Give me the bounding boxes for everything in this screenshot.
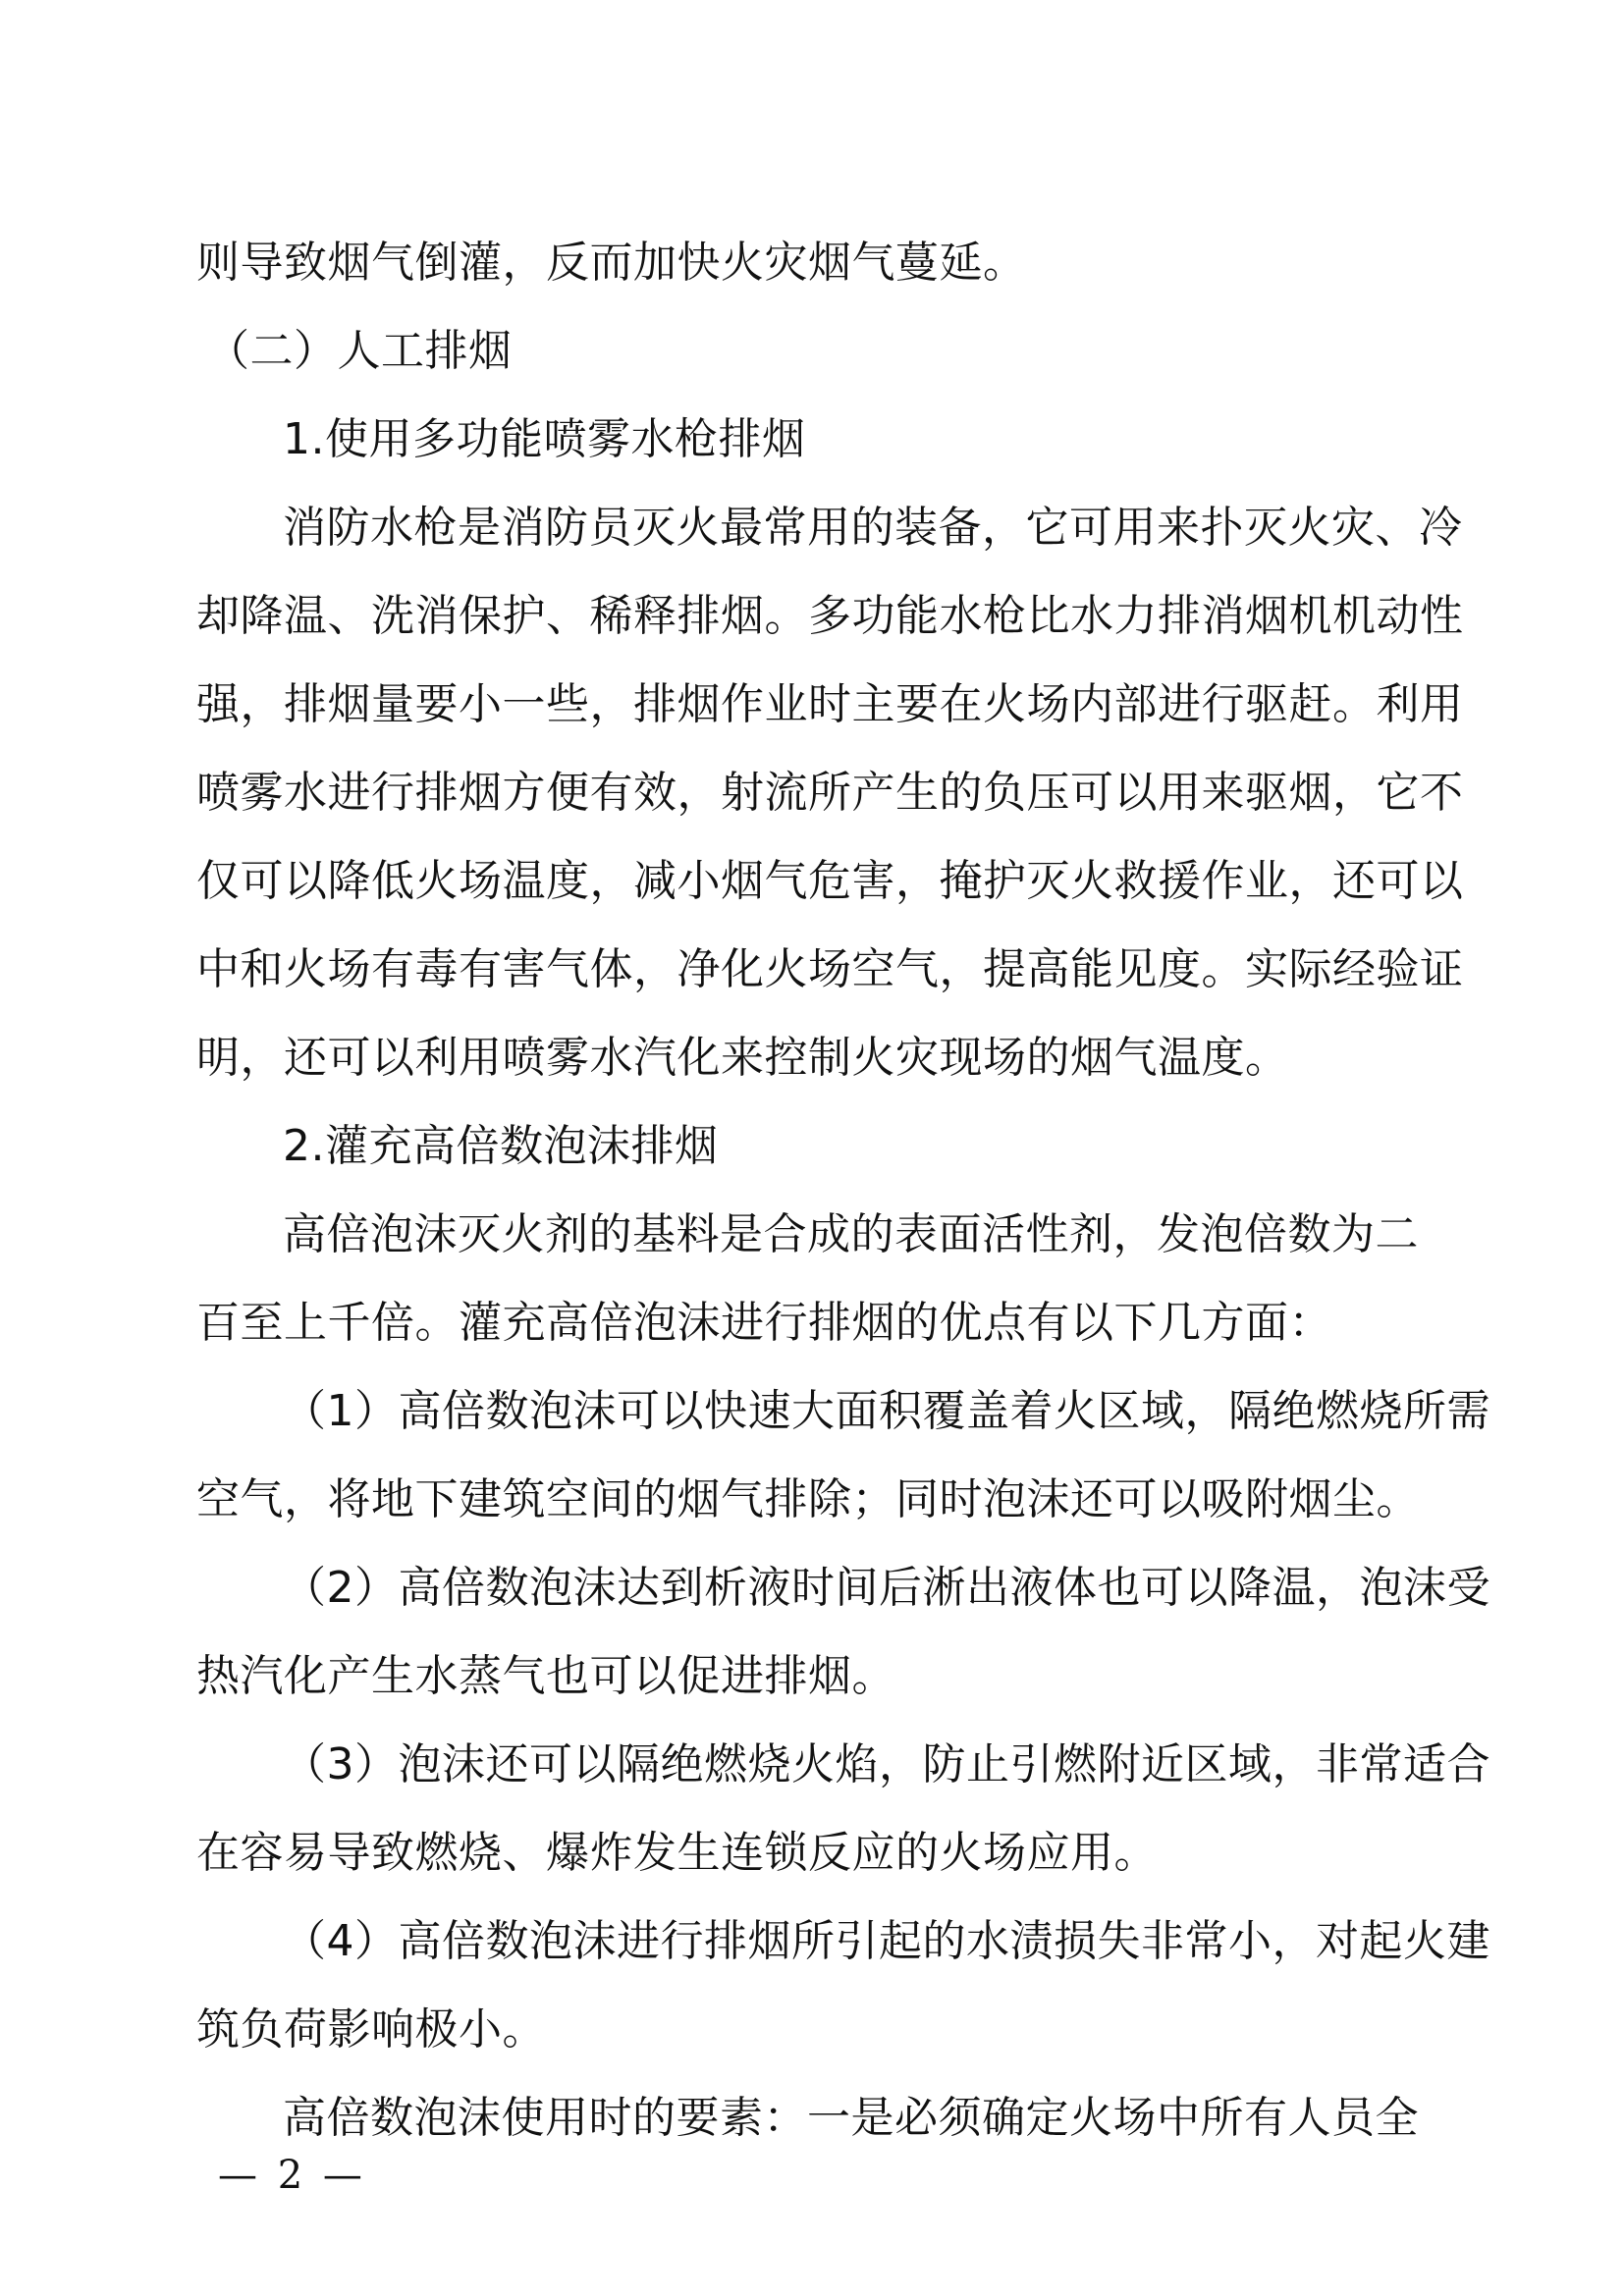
paragraph-line: 却降温、洗消保护、稀释排烟。多功能水枪比水力排消烟机机动性 — [196, 591, 1464, 641]
page-number: — 2 — — [218, 2153, 366, 2198]
list-item-4: （4）高倍数泡沫进行排烟所引起的水渍损失非常小，对起火建 — [283, 1916, 1490, 1966]
subsection-heading: 2.灌充高倍数泡沫排烟 — [283, 1121, 719, 1171]
subsection-heading: 1.使用多功能喷雾水枪排烟 — [283, 414, 806, 464]
paragraph-line: 百至上千倍。灌充高倍泡沫进行排烟的优点有以下几方面： — [196, 1298, 1332, 1348]
paragraph-line: 高倍数泡沫使用时的要素：一是必须确定火场中所有人员全 — [283, 2093, 1419, 2143]
paragraph-line: 仅可以降低火场温度，减小烟气危害，掩护灭火救援作业，还可以 — [196, 856, 1464, 906]
paragraph-line: 消防水枪是消防员灭火最常用的装备，它可用来扑灭火灾、冷 — [283, 503, 1463, 553]
paragraph-line: 明，还可以利用喷雾水汽化来控制火灾现场的烟气温度。 — [196, 1033, 1289, 1083]
paragraph-line: 强，排烟量要小一些，排烟作业时主要在火场内部进行驱赶。利用 — [196, 679, 1464, 729]
list-item-3: （3）泡沫还可以隔绝燃烧火焰，防止引燃附近区域，非常适合 — [283, 1739, 1490, 1789]
list-item-3-continued: 在容易导致燃烧、爆炸发生连锁反应的火场应用。 — [196, 1828, 1158, 1878]
paragraph-line: 则导致烟气倒灌，反而加快火灾烟气蔓延。 — [196, 238, 1027, 288]
paragraph-line: 喷雾水进行排烟方便有效，射流所产生的负压可以用来驱烟，它不 — [196, 768, 1464, 818]
list-item-2: （2）高倍数泡沫达到析液时间后淅出液体也可以降温，泡沫受 — [283, 1563, 1490, 1613]
list-item-2-continued: 热汽化产生水蒸气也可以促进排烟。 — [196, 1651, 895, 1701]
list-item-1: （1）高倍数泡沫可以快速大面积覆盖着火区域，隔绝燃烧所需 — [283, 1386, 1490, 1436]
list-item-1-continued: 空气，将地下建筑空间的烟气排除；同时泡沫还可以吸附烟尘。 — [196, 1474, 1420, 1524]
section-heading: （二）人工排烟 — [206, 326, 513, 376]
paragraph-line: 中和火场有毒有害气体，净化火场空气，提高能见度。实际经验证 — [196, 944, 1464, 994]
list-item-4-continued: 筑负荷影响极小。 — [196, 2004, 546, 2055]
paragraph-line: 高倍泡沫灭火剂的基料是合成的表面活性剂，发泡倍数为二 — [283, 1209, 1419, 1259]
